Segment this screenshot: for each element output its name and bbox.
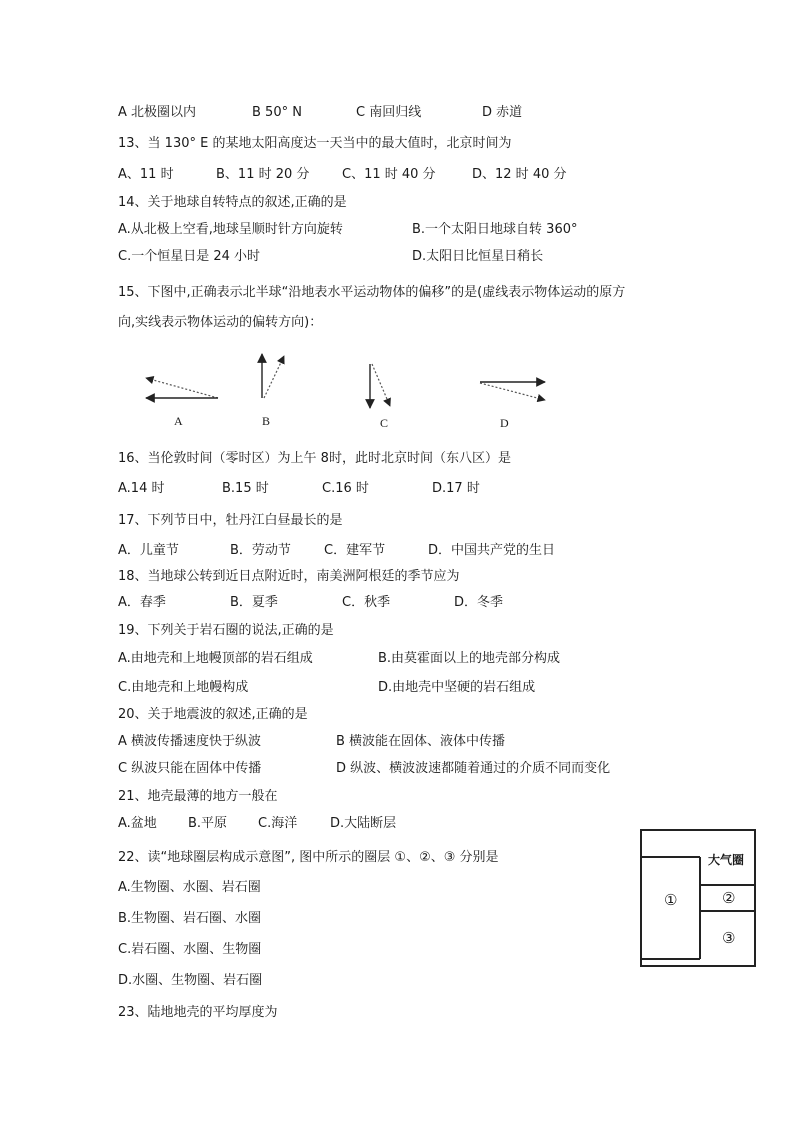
q17-stem: 17、下列节日中，牡丹江白昼最长的是 bbox=[118, 513, 343, 528]
q16-stem: 16、当伦敦时间（零时区）为上午 8时，此时北京时间（东八区）是 bbox=[118, 451, 511, 466]
q21-option-d: D.大陆断层 bbox=[330, 816, 397, 831]
q19-option-b: B.由莫霍面以上的地壳部分构成 bbox=[378, 651, 561, 666]
q22-option-b: B.生物圈、岩石圈、水圈 bbox=[118, 911, 262, 926]
q18-stem: 18、当地球公转到近日点附近时，南美洲阿根廷的季节应为 bbox=[118, 569, 460, 584]
q21-option-c: C.海洋 bbox=[258, 816, 298, 831]
q21-option-b: B.平原 bbox=[188, 816, 228, 831]
q12-option-d: D 赤道 bbox=[482, 105, 523, 120]
q21-option-a: A.盆地 bbox=[118, 816, 157, 831]
q13-option-a: A、11 时 bbox=[118, 167, 174, 182]
q14-stem: 14、关于地球自转特点的叙述,正确的是 bbox=[118, 195, 347, 210]
q16-option-b: B.15 时 bbox=[222, 481, 269, 496]
q14-option-d: D.太阳日比恒星日稍长 bbox=[412, 249, 544, 264]
q15-fig-b-arrows bbox=[262, 354, 284, 398]
q12-option-b: B 50° N bbox=[252, 105, 302, 120]
q12-option-a: A 北极圈以内 bbox=[118, 105, 197, 120]
q20-option-d: D 纵波、横波波速都随着通过的介质不同而变化 bbox=[336, 761, 611, 776]
q23-stem: 23、陆地地壳的平均厚度为 bbox=[118, 1005, 278, 1020]
q17-option-d: D．中国共产党的生日 bbox=[428, 543, 556, 558]
q14-option-a: A.从北极上空看,地球呈顺时针方向旋转 bbox=[118, 222, 343, 237]
q17-option-c: C．建军节 bbox=[324, 543, 386, 558]
q18-option-a: A．春季 bbox=[118, 595, 166, 610]
atmosphere-label: 大气圈 bbox=[708, 853, 745, 867]
q18-option-c: C．秋季 bbox=[342, 595, 391, 610]
q14-option-c: C.一个恒星日是 24 小时 bbox=[118, 249, 261, 264]
q21-stem: 21、地壳最薄的地方一般在 bbox=[118, 789, 278, 804]
q20-option-a: A 横波传播速度快于纵波 bbox=[118, 734, 262, 749]
q19-stem: 19、下列关于岩石圈的说法,正确的是 bbox=[118, 623, 334, 638]
q22-option-a: A.生物圈、水圈、岩石圈 bbox=[118, 880, 261, 895]
q18-option-b: B．夏季 bbox=[230, 595, 278, 610]
earth-spheres-diagram bbox=[640, 829, 756, 967]
q15-stem-line2: 向,实线表示物体运动的偏转方向)： bbox=[118, 315, 323, 330]
q15-fig-label-d: D bbox=[500, 416, 509, 430]
q15-fig-a-arrows bbox=[146, 378, 218, 398]
q13-option-c: C、11 时 40 分 bbox=[342, 167, 436, 182]
q19-option-a: A.由地壳和上地幔顶部的岩石组成 bbox=[118, 651, 313, 666]
q12-option-c: C 南回归线 bbox=[356, 105, 422, 120]
q15-fig-c-arrows bbox=[370, 364, 390, 408]
circle-2-label: ② bbox=[722, 889, 736, 907]
circle-1-label: ① bbox=[664, 891, 678, 909]
q20-option-b: B 横波能在固体、液体中传播 bbox=[336, 734, 506, 749]
q19-option-c: C.由地壳和上地幔构成 bbox=[118, 680, 249, 695]
q15-fig-d-arrows bbox=[480, 382, 545, 400]
q14-option-b: B.一个太阳日地球自转 360° bbox=[412, 222, 578, 237]
q15-stem-line1: 15、下图中,正确表示北半球“沿地表水平运动物体的偏移”的是(虚线表示物体运动的原方 bbox=[118, 285, 626, 300]
q15-fig-label-a: A bbox=[174, 414, 183, 428]
q16-option-d: D.17 时 bbox=[432, 481, 480, 496]
q22-option-d: D.水圈、生物圈、岩石圈 bbox=[118, 973, 263, 988]
q13-stem: 13、当 130° E 的某地太阳高度达一天当中的最大值时，北京时间为 bbox=[118, 136, 512, 151]
q17-option-b: B．劳动节 bbox=[230, 543, 291, 558]
q22-option-c: C.岩石圈、水圈、生物圈 bbox=[118, 942, 262, 957]
q15-fig-label-b: B bbox=[262, 414, 271, 428]
q20-stem: 20、关于地震波的叙述,正确的是 bbox=[118, 707, 308, 722]
q20-option-c: C 纵波只能在固体中传播 bbox=[118, 761, 262, 776]
q16-option-a: A.14 时 bbox=[118, 481, 165, 496]
circle-3-label: ③ bbox=[722, 929, 736, 947]
q22-stem: 22、读“地球圈层构成示意图”, 图中所示的圈层 ①、②、③ 分别是 bbox=[118, 850, 499, 865]
q16-option-c: C.16 时 bbox=[322, 481, 369, 496]
q17-option-a: A．儿童节 bbox=[118, 543, 179, 558]
q19-option-d: D.由地壳中坚硬的岩石组成 bbox=[378, 680, 536, 695]
q13-option-d: D、12 时 40 分 bbox=[472, 167, 567, 182]
q13-option-b: B、11 时 20 分 bbox=[216, 167, 310, 182]
q15-figure-arrows bbox=[0, 0, 794, 450]
q18-option-d: D．冬季 bbox=[454, 595, 504, 610]
earth-spheres-diagram-lines bbox=[640, 829, 756, 967]
q15-fig-label-c: C bbox=[380, 416, 389, 430]
